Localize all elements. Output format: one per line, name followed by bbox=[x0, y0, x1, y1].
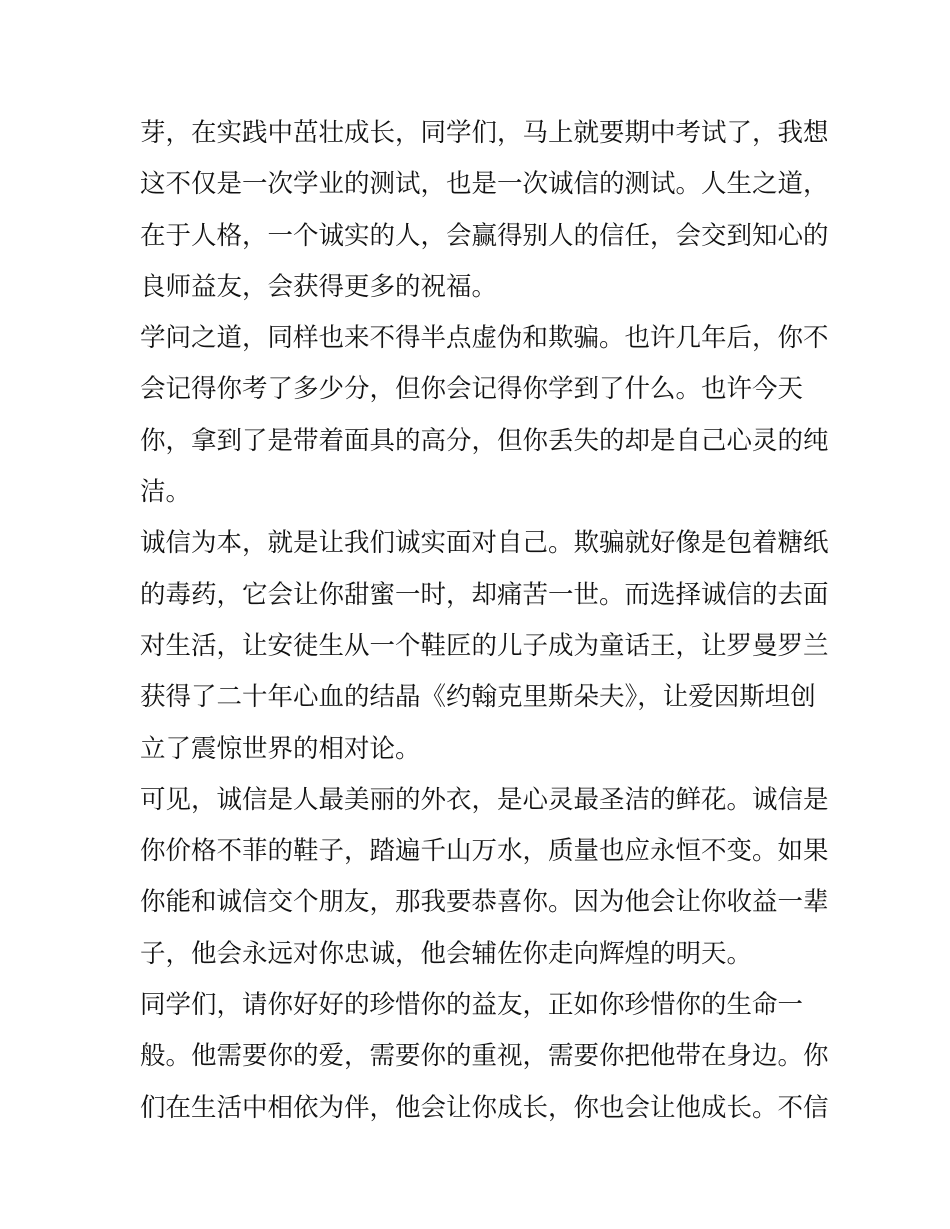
text-line: 学问之道，同样也来不得半点虚伪和欺骗。也许几年后，你不 bbox=[140, 323, 829, 354]
text-line: 可见，诚信是人最美丽的外衣，是心灵最圣洁的鲜花。诚信是 bbox=[140, 784, 829, 815]
body-text bbox=[140, 108, 829, 1134]
text-line: 你能和诚信交个朋友，那我要恭喜你。因为他会让你收益一辈 bbox=[140, 887, 829, 918]
text-line: 在于人格，一个诚实的人，会赢得别人的信任，会交到知心的 bbox=[140, 220, 829, 251]
text-line: 诚信为本，就是让我们诚实面对自己。欺骗就好像是包着糖纸 bbox=[140, 528, 829, 559]
text-line: 你，拿到了是带着面具的高分，但你丢失的却是自己心灵的纯 bbox=[140, 425, 829, 456]
text-line: 同学们，请你好好的珍惜你的益友，正如你珍惜你的生命一 bbox=[140, 990, 804, 1021]
text-line: 对生活，让安徒生从一个鞋匠的儿子成为童话王，让罗曼罗兰 bbox=[140, 630, 829, 661]
text-line: 这不仅是一次学业的测试，也是一次诚信的测试。人生之道， bbox=[140, 169, 829, 200]
text-line: 你价格不菲的鞋子，踏遍千山万水，质量也应永恒不变。如果 bbox=[140, 836, 829, 867]
text-line: 洁。 bbox=[140, 477, 192, 508]
text-line: 子，他会永远对你忠诚，他会辅佐你走向辉煌的明天。 bbox=[140, 938, 753, 969]
text-line: 们在生活中相依为伴，他会让你成长，你也会让他成长。不信 bbox=[140, 1092, 829, 1123]
text-line: 会记得你考了多少分，但你会记得你学到了什么。也许今天 bbox=[140, 374, 804, 405]
text-line: 获得了二十年心血的结晶《约翰克里斯朵夫》，让爱因斯坦创 bbox=[140, 682, 816, 713]
text-line: 般。他需要你的爱，需要你的重视，需要你把他带在身边。你 bbox=[140, 1041, 829, 1072]
text-line: 芽，在实践中茁壮成长，同学们，马上就要期中考试了，我想 bbox=[140, 118, 829, 148]
text-line: 的毒药，它会让你甜蜜一时，却痛苦一世。而选择诚信的去面 bbox=[140, 579, 829, 610]
text-line: 立了震惊世界的相对论。 bbox=[140, 733, 421, 764]
text-line: 良师益友，会获得更多的祝福。 bbox=[140, 271, 498, 302]
